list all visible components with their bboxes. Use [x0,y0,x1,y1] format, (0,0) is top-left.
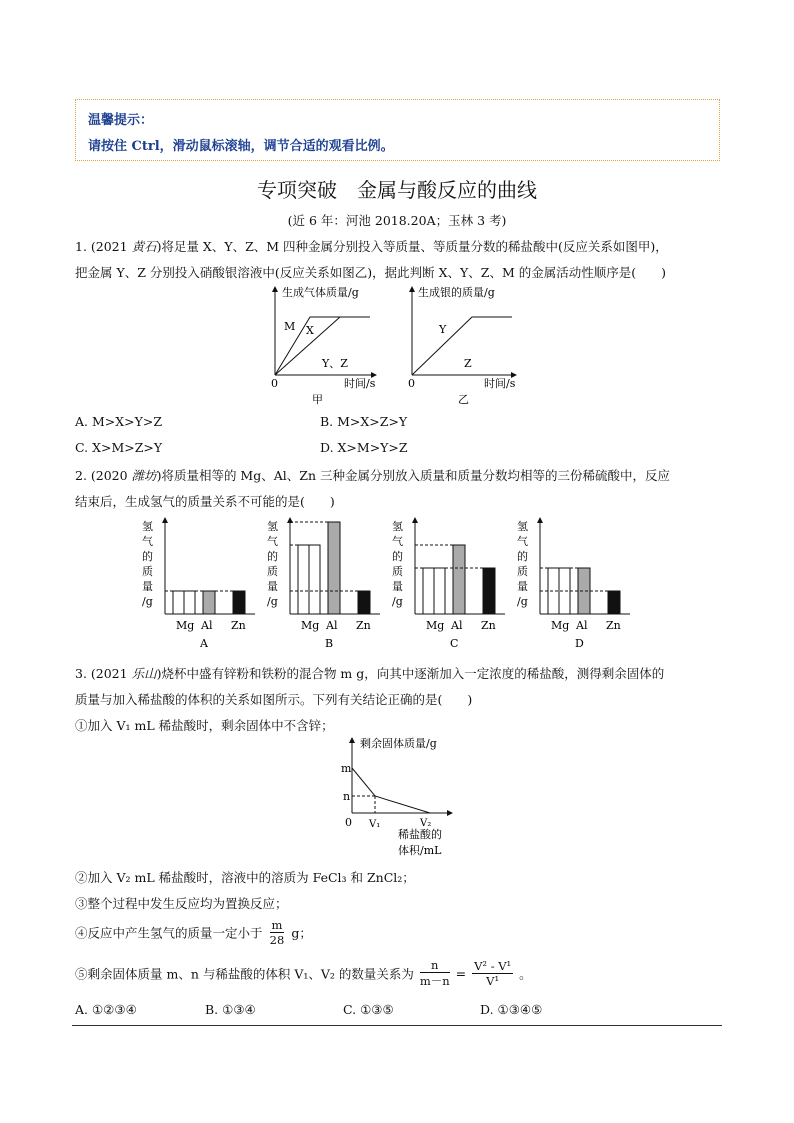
q3-option-a: A. ①②③④ [75,1002,137,1017]
q2-line1: 2. (2020 潍坊)将质量相等的 Mg、Al、Zn 三种金属分别放入质量和质量分数均相等的三份稀硫酸中，反应 [75,468,670,483]
q2-ylabel-char: 氢 [142,520,153,533]
q2-bar-zn [358,591,370,614]
q1-fig1 [271,285,376,406]
q3-origin: 0 [345,816,352,829]
bottom-rule [72,1025,722,1026]
q3-statement-1: ①加入 V₁ mL 稀盐酸时，剩余固体中不含锌； [75,718,334,733]
q1-fig1-caption: 甲 [312,393,323,406]
q1-option-d: D. X>M>Y>Z [320,440,408,455]
q1-fig2-caption: 乙 [458,393,469,406]
q2-ylabel-char: 质 [267,565,278,578]
q3-label-v1: V₁ [369,819,381,830]
q2-bar-al [578,568,590,614]
q3-line2: 质量与加入稀盐酸的体积的关系如图所示。下列有关结论正确的是( ) [75,692,473,707]
q1-option-a: A. M>X>Y>Z [75,414,163,429]
q3-label-m: m [341,762,352,775]
q2-ylabel-char: 质 [517,565,528,578]
q2-bar-charts [140,514,660,654]
q2-bar-al [328,522,340,614]
q3-label-v2: V₂ [420,818,432,829]
q3-xlabel-2: 体积/mL [398,844,442,857]
q2-ylabel-char: /g [517,595,528,608]
page-subtitle: (近 6 年：河池 2018.20A；玉林 3 考) [287,213,507,228]
q2-chart-label: D [575,637,584,650]
q1-fig2-label-y: Y [439,323,447,336]
q1-figures [262,284,542,409]
q2-ylabel-char: 氢 [267,520,278,533]
q3-line1: 3. (2021 乐山)烧杯中盛有锌粉和铁粉的混合物 m g，向其中逐渐加入一定浓度的稀盐酸，测得剩余固体的 [75,666,665,681]
q2-line2: 结束后，生成氢气的质量关系不可能的是( ) [75,494,335,509]
page-title: 专项突破 金属与酸反应的曲线 [257,178,537,202]
q2-category-label: Zn [231,619,246,632]
q2-ylabel-char: 质 [392,565,403,578]
q1-fig1-label-m: M [284,320,296,333]
q2-category-label: Al [576,619,588,632]
q1-fig2 [408,285,516,406]
q2-bar-zn [233,591,245,614]
q2-chart-label: A [200,637,208,650]
q2-ylabel-char: 量 [267,580,278,593]
q3-statement-4: ④反应中产生氢气的质量一定小于 $\frac{m}{28}$ g； [75,918,312,947]
q2-ylabel-char: 量 [517,580,528,593]
q2-category-label: Al [326,619,338,632]
q1-fig2-ylabel: 生成银的质量/g [418,286,495,299]
q1-fig1-ylabel: 生成气体质量/g [282,286,359,299]
q2-category-label: Al [451,619,463,632]
q3-label-n: n [343,790,351,803]
q1-fig2-xlabel: 时间/s [484,377,516,390]
q3-curve [352,768,430,813]
q3-statement-5: ⑤剩余固体质量 m、n 与稀盐酸的体积 V₁、V₂ 的数量关系为 $\frac{n}{m-n}$ = $\frac{\text{V² - V¹}}{\text{V¹}}$ 。 [75,958,532,988]
q2-ylabel-char: 气 [392,535,403,548]
q1-fig1-label-yz: Y、Z [322,357,348,370]
q2-chart-label: C [450,637,459,650]
q2-category-label: Mg [426,619,445,632]
q3-option-c: C. ①③⑤ [343,1002,394,1017]
q3-statement-3: ③整个过程中发生反应均为置换反应； [75,896,288,911]
q1-fig1-label-x: X [306,324,314,337]
q2-ylabel-char: 气 [142,535,153,548]
q2-ylabel-char: 的 [142,550,153,563]
q2-ylabel-char: /g [392,595,403,608]
q3-option-b: B. ①③④ [205,1002,256,1017]
q2-ylabel-char: 量 [392,580,403,593]
q2-bar-al [453,545,465,614]
q2-category-label: Zn [606,619,621,632]
q2-category-label: Al [201,619,213,632]
q2-ylabel-char: 的 [392,550,403,563]
q2-ylabel-char: 氢 [517,520,528,533]
q3-figure [338,734,468,862]
q1-fig2-line-y [412,317,512,375]
q2-ylabel-char: 量 [142,580,153,593]
q1-fig1-xlabel: 时间/s [344,377,376,390]
q1-line2: 把金属 Y、Z 分别投入硝酸银溶液中(反应关系如图乙)，据此判断 X、Y、Z、M 的金属活动性顺序是( ) [75,265,666,280]
q2-bar-al [203,591,215,614]
tip-body: 请按住 Ctrl，滑动鼠标滚轴，调节合适的观看比例。 [88,139,394,154]
q3-statement-2: ②加入 V₂ mL 稀盐酸时，溶液中的溶质为 FeCl₃ 和 ZnCl₂； [75,870,415,885]
q1-fig2-label-z: Z [464,357,472,370]
tip-title: 温馨提示： [88,113,154,128]
q2-ylabel-char: 气 [267,535,278,548]
q1-line1: 1. (2021 黄石)将足量 X、Y、Z、M 四种金属分别投入等质量、等质量分数的稀盐酸中(反应关系如图甲)， [75,239,668,254]
q3-option-d: D. ①③④⑤ [480,1002,543,1017]
q2-bar-zn [608,591,620,614]
q2-category-label: Zn [481,619,496,632]
q1-option-c: C. X>M>Z>Y [75,440,163,455]
q3-ylabel: 剩余固体质量/g [360,737,437,750]
q2-category-label: Mg [176,619,195,632]
q2-bar-zn [483,568,495,614]
q1-option-b: B. M>X>Z>Y [320,414,408,429]
q2-ylabel-char: /g [142,595,153,608]
q3-xlabel-1: 稀盐酸的 [398,828,442,841]
q2-category-label: Mg [301,619,320,632]
tip-box [75,99,720,161]
q2-ylabel-char: 的 [267,550,278,563]
q2-ylabel-char: 氢 [392,520,403,533]
q2-ylabel-char: 的 [517,550,528,563]
q2-chart-label: B [325,637,334,650]
q2-ylabel-char: 质 [142,565,153,578]
q2-ylabel-char: /g [267,595,278,608]
q2-ylabel-char: 气 [517,535,528,548]
q2-category-label: Mg [551,619,570,632]
q1-fig2-origin: 0 [408,377,415,390]
q1-fig1-origin: 0 [271,377,278,390]
q2-category-label: Zn [356,619,371,632]
